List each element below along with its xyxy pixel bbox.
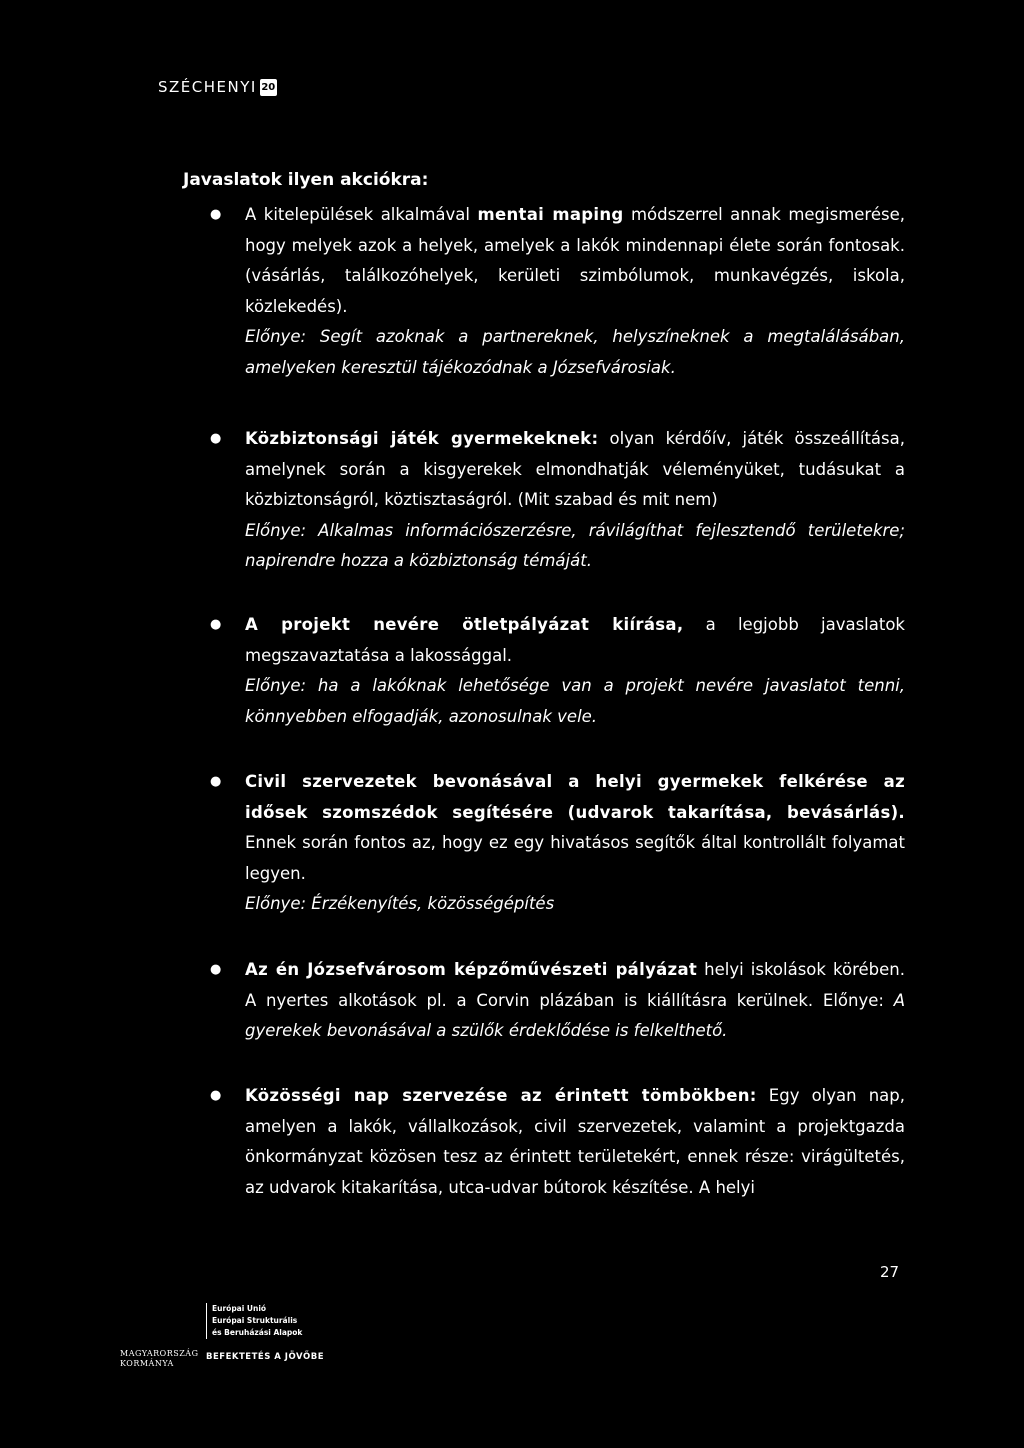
item-bold: mentai maping xyxy=(477,205,624,224)
item-rest: Egy olyan nap, amelyen a lakók, vállalkozások, civil szervezetek, valamint a projektgazda önkormányzat közösen tesz az érintett területekért, ennek része: virágültetés, az udvarok kitakarítása, utca-udvar bútorok készítése. A helyi xyxy=(245,1086,905,1197)
item-bold: Közösségi nap szervezése az érintett tömbökben: xyxy=(245,1086,757,1105)
list-item-text xyxy=(245,424,905,577)
bullet-dot-icon: ● xyxy=(210,1088,222,1103)
item-rest: olyan kérdőív, játék összeállítása, amelynek során a kisgyerekek elmondhatják véleményüket, tudásukat a közbiztonságról, köztisztaságról. (Mit szabad és mit nem) xyxy=(245,429,905,509)
eu-funds-logo xyxy=(206,1303,302,1339)
government-logo xyxy=(120,1349,198,1369)
item-lead: A kitelepülések alkalmával xyxy=(245,205,478,224)
brand-name: SZÉCHENYI xyxy=(158,78,257,96)
item-benefit: Előnye: Alkalmas információszerzésre, rávilágíthat fejlesztendő területekre; napirendre hozza a közbiztonság témáját. xyxy=(245,520,905,570)
item-rest: Ennek során fontos az, hogy ez egy hivatásos segítők által kontrollált folyamat legyen. xyxy=(245,833,905,883)
section-title: Javaslatok ilyen akciókra: xyxy=(183,170,429,190)
item-benefit: Előnye: Érzékenyítés, közösségépítés xyxy=(245,894,555,913)
szechenyi-logo-icon: 20 xyxy=(260,79,277,96)
item-rest: a legjobb javaslatok megszavaztatása a lakossággal. xyxy=(245,615,905,665)
gov-line-2: KORMÁNYA xyxy=(120,1359,174,1368)
footer-logos xyxy=(120,1303,420,1383)
item-rest: módszerrel annak megismerése, hogy melyek azok a helyek, amelyek a lakók mindennapi élete során fontosak. (vásárlás, találkozóhelyek, kerületi szimbólumok, munkavégzés, iskola, közlekedés). xyxy=(245,205,905,316)
list-item-text xyxy=(245,1081,905,1203)
bullet-dot-icon: ● xyxy=(210,431,222,446)
item-benefit: A gyerekek bevonásával a szülők érdeklődése is felkelthető. xyxy=(245,990,905,1040)
page-number: 27 xyxy=(880,1263,900,1281)
list-item-text xyxy=(245,955,905,1047)
bullet-dot-icon: ● xyxy=(210,207,222,222)
bullet-dot-icon: ● xyxy=(210,617,222,632)
eu-line-3: és Beruházási Alapok xyxy=(212,1328,303,1337)
gov-line-1: MAGYARORSZÁG xyxy=(120,1349,199,1358)
item-bold: A projekt nevére ötletpályázat kiírása, xyxy=(245,615,684,634)
item-bold: Közbiztonsági játék gyermekeknek: xyxy=(245,429,599,448)
footer-slogan: BEFEKTETÉS A JÖVŐBE xyxy=(206,1352,325,1362)
bullet-dot-icon: ● xyxy=(210,962,222,977)
bullet-dot-icon: ● xyxy=(210,774,222,789)
item-benefit: Előnye: Segít azoknak a partnereknek, helyszíneknek a megtalálásában, amelyeken keresztül tájékozódnak a Józsefvárosiak. xyxy=(245,327,905,377)
eu-line-2: Európai Strukturális xyxy=(212,1316,298,1325)
item-rest: helyi iskolások körében. A nyertes alkotások pl. a Corvin plázában is kiállításra kerülnek. Előnye: xyxy=(245,960,905,1010)
list-item-text xyxy=(245,767,905,920)
eu-line-1: Európai Unió xyxy=(212,1304,267,1313)
item-benefit: Előnye: ha a lakóknak lehetősége van a projekt nevére javaslatot tenni, könnyebben elfogadják, azonosulnak vele. xyxy=(245,676,905,726)
page-header xyxy=(158,78,277,96)
item-bold: Civil szervezetek bevonásával a helyi gyermekek felkérése az idősek szomszédok segítésére (udvarok takarítása, bevásárlás). xyxy=(245,772,905,822)
list-item-text xyxy=(245,610,905,732)
list-item-text xyxy=(245,200,905,383)
item-bold: Az én Józsefvárosom képzőművészeti pályázat xyxy=(245,960,698,979)
